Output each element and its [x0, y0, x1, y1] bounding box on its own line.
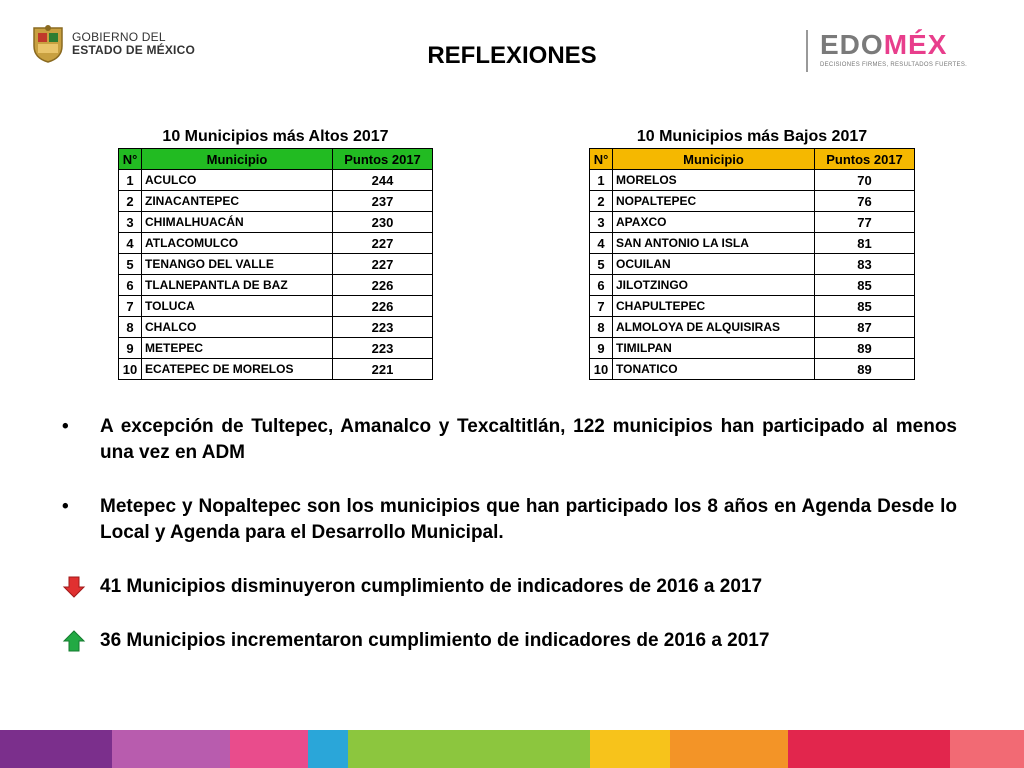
- row-number: 2: [590, 191, 613, 212]
- row-municipio: TENANGO DEL VALLE: [142, 254, 333, 275]
- row-municipio: TIMILPAN: [613, 338, 815, 359]
- col-header-municipio: Municipio: [613, 149, 815, 170]
- table-row: [119, 233, 433, 254]
- row-puntos: 223: [333, 338, 433, 359]
- row-puntos: 226: [333, 275, 433, 296]
- table-row: [119, 296, 433, 317]
- footer-color-segment: [112, 730, 230, 768]
- row-municipio: SAN ANTONIO LA ISLA: [613, 233, 815, 254]
- row-number: 6: [590, 275, 613, 296]
- low-municipalities-table: [589, 126, 915, 380]
- table-row: [119, 359, 433, 380]
- row-puntos: 77: [815, 212, 915, 233]
- bullet-dot-icon: •: [62, 496, 69, 517]
- footer-color-bar: [0, 730, 1024, 768]
- footer-color-segment: [230, 730, 308, 768]
- bullet-text: A excepción de Tultepec, Amanalco y Texcaltitlán, 122 municipios han participado al menos una vez en ADM: [100, 416, 957, 463]
- row-municipio: MORELOS: [613, 170, 815, 191]
- footer-color-segment: [308, 730, 348, 768]
- row-puntos: 85: [815, 275, 915, 296]
- footer-color-segment: [348, 730, 590, 768]
- row-municipio: OCUILAN: [613, 254, 815, 275]
- increase-statement: [62, 628, 957, 654]
- table-row: [119, 317, 433, 338]
- row-number: 3: [590, 212, 613, 233]
- row-municipio: JILOTZINGO: [613, 275, 815, 296]
- row-municipio: CHALCO: [142, 317, 333, 338]
- row-puntos: 89: [815, 338, 915, 359]
- footer-color-segment: [670, 730, 788, 768]
- row-number: 9: [119, 338, 142, 359]
- row-puntos: 221: [333, 359, 433, 380]
- col-header-number: N°: [590, 149, 613, 170]
- arrow-down-icon: [62, 575, 86, 599]
- table-row: [590, 254, 915, 275]
- row-puntos: 81: [815, 233, 915, 254]
- table-row: [119, 275, 433, 296]
- row-number: 5: [590, 254, 613, 275]
- row-number: 1: [590, 170, 613, 191]
- row-municipio: TONATICO: [613, 359, 815, 380]
- row-municipio: ACULCO: [142, 170, 333, 191]
- table-row: [590, 338, 915, 359]
- row-municipio: TOLUCA: [142, 296, 333, 317]
- table-row: [590, 275, 915, 296]
- row-puntos: 223: [333, 317, 433, 338]
- decrease-statement: [62, 574, 957, 600]
- footer-color-segment: [590, 730, 670, 768]
- high-table-title: 10 Municipios más Altos 2017: [162, 128, 389, 145]
- row-municipio: CHIMALHUACÁN: [142, 212, 333, 233]
- footer-color-segment: [788, 730, 950, 768]
- table-row: [119, 170, 433, 191]
- table-row: [590, 212, 915, 233]
- row-municipio: CHAPULTEPEC: [613, 296, 815, 317]
- low-table-title: 10 Municipios más Bajos 2017: [636, 128, 868, 145]
- row-puntos: 226: [333, 296, 433, 317]
- row-number: 7: [590, 296, 613, 317]
- row-number: 6: [119, 275, 142, 296]
- row-number: 3: [119, 212, 142, 233]
- col-header-municipio: Municipio: [142, 149, 333, 170]
- brand-slogan: DECISIONES FIRMES, RESULTADOS FUERTES.: [820, 62, 968, 68]
- footer-color-segment: [950, 730, 1024, 768]
- table-row: [590, 191, 915, 212]
- table-row: [590, 317, 915, 338]
- bullet-point: [62, 494, 957, 546]
- row-municipio: METEPEC: [142, 338, 333, 359]
- row-puntos: 230: [333, 212, 433, 233]
- row-number: 9: [590, 338, 613, 359]
- col-header-puntos: Puntos 2017: [333, 149, 433, 170]
- row-puntos: 227: [333, 254, 433, 275]
- row-municipio: NOPALTEPEC: [613, 191, 815, 212]
- footer-color-segment: [0, 730, 112, 768]
- row-puntos: 237: [333, 191, 433, 212]
- page-title: REFLEXIONES: [427, 42, 597, 69]
- col-header-number: N°: [119, 149, 142, 170]
- row-number: 4: [119, 233, 142, 254]
- row-municipio: TLALNEPANTLA DE BAZ: [142, 275, 333, 296]
- row-municipio: APAXCO: [613, 212, 815, 233]
- row-puntos: 85: [815, 296, 915, 317]
- decrease-text: 41 Municipios disminuyeron cumplimiento de indicadores de 2016 a 2017: [100, 576, 763, 597]
- brand-prefix: EDO: [820, 29, 884, 60]
- table-row: [119, 191, 433, 212]
- reflections-list: [62, 414, 957, 682]
- row-puntos: 76: [815, 191, 915, 212]
- row-number: 10: [119, 359, 142, 380]
- row-number: 7: [119, 296, 142, 317]
- row-number: 5: [119, 254, 142, 275]
- table-row: [119, 212, 433, 233]
- row-number: 8: [119, 317, 142, 338]
- bullet-point: [62, 414, 957, 466]
- row-puntos: 227: [333, 233, 433, 254]
- row-puntos: 244: [333, 170, 433, 191]
- row-number: 8: [590, 317, 613, 338]
- table-row: [119, 338, 433, 359]
- row-puntos: 70: [815, 170, 915, 191]
- table-row: [590, 296, 915, 317]
- increase-text: 36 Municipios incrementaron cumplimiento de indicadores de 2016 a 2017: [100, 630, 770, 651]
- row-number: 1: [119, 170, 142, 191]
- table-row: [119, 254, 433, 275]
- table-row: [590, 170, 915, 191]
- row-puntos: 83: [815, 254, 915, 275]
- table-row: [590, 233, 915, 254]
- row-municipio: ATLACOMULCO: [142, 233, 333, 254]
- row-puntos: 87: [815, 317, 915, 338]
- row-puntos: 89: [815, 359, 915, 380]
- row-municipio: ECATEPEC DE MORELOS: [142, 359, 333, 380]
- high-municipalities-table: [118, 126, 433, 380]
- row-municipio: ZINACANTEPEC: [142, 191, 333, 212]
- bullet-dot-icon: •: [62, 416, 69, 437]
- row-municipio: ALMOLOYA DE ALQUISIRAS: [613, 317, 815, 338]
- bullet-text: Metepec y Nopaltepec son los municipios que han participado los 8 años en Agenda Desde lo Local y Agenda para el Desarrollo Municipal.: [100, 496, 957, 543]
- row-number: 4: [590, 233, 613, 254]
- gov-line2: ESTADO DE MÉXICO: [72, 43, 195, 57]
- arrow-up-icon: [62, 629, 86, 653]
- col-header-puntos: Puntos 2017: [815, 149, 915, 170]
- edomex-logo: [806, 30, 967, 72]
- brand-accent: MÉX: [883, 29, 948, 60]
- table-row: [590, 359, 915, 380]
- gov-line1: GOBIERNO DEL: [72, 30, 166, 44]
- row-number: 2: [119, 191, 142, 212]
- row-number: 10: [590, 359, 613, 380]
